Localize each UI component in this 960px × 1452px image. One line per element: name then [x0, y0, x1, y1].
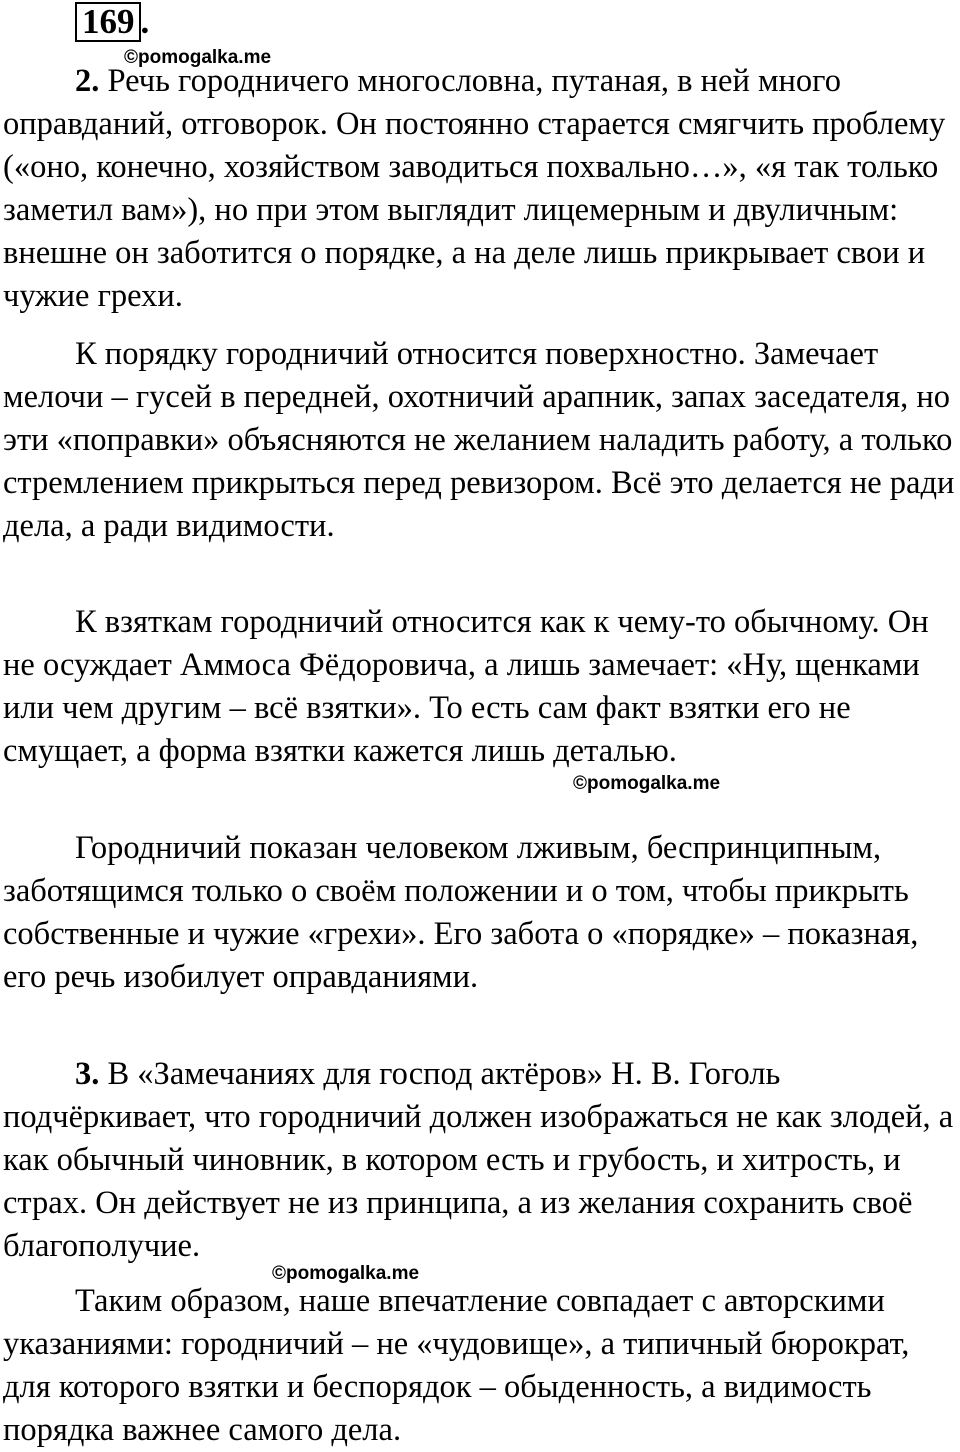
watermark-top: ©pomogalka.me — [124, 47, 272, 68]
answer-3-text: В «Замечаниях для господ актёров» Н. В. Гоголь подчёркивает, что городничий должен изображаться не как злодей, а как обычный чиновник, в котором есть и грубость, и хитрость, и страх. Он действует не из принципа, а из желания сохранить своё благополучие. — [3, 1056, 954, 1264]
paragraph-order — [3, 333, 958, 548]
paragraph-character-text: Городничий показан человеком лживым, беспринципным, заботящимся только о своём положении и о том, чтобы прикрыть собственные и чужие «грехи». Его забота о «порядке» – показная, его речь изобилует оправданиями. — [3, 830, 919, 995]
exercise-number — [75, 2, 149, 42]
exercise-number-box: 169 — [75, 2, 141, 42]
answer-3-label: 3. — [75, 1056, 100, 1092]
paragraph-character — [3, 827, 958, 999]
watermark-middle: ©pomogalka.me — [573, 773, 721, 794]
paragraph-bribes — [3, 601, 958, 773]
paragraph-conclusion — [3, 1280, 958, 1452]
paragraph-bribes-text: К взяткам городничий относится как к чему-то обычному. Он не осуждает Аммоса Фёдоровича, а лишь замечает: «Ну, щенками или чем другим – всё взятки». То есть сам факт взятки его не смущает, а форма взятки кажется лишь деталью. — [3, 604, 929, 769]
answer-2-label: 2. — [75, 63, 100, 99]
paragraph-conclusion-text: Таким образом, наше впечатление совпадает с авторскими указаниями: городничий – не «чудовище», а типичный бюрократ, для которого взятки и беспорядок – обыденность, а видимость порядка важнее самого дела. — [3, 1283, 910, 1448]
watermark-bottom: ©pomogalka.me — [272, 1263, 420, 1284]
exercise-number-dot: . — [140, 2, 150, 41]
paragraph-answer-2 — [3, 60, 958, 318]
paragraph-answer-3 — [3, 1053, 958, 1268]
answer-2-text: Речь городничего многословна, путаная, в ней много оправданий, отговорок. Он постоянно старается смягчить проблему («оно, конечно, хозяйством заводиться похвально…», «я так только заметил вам»), но при этом выглядит лицемерным и двуличным: внешне он заботится о порядке, а на деле лишь прикрывает свои и чужие грехи. — [3, 63, 946, 314]
paragraph-order-text: К порядку городничий относится поверхностно. Замечает мелочи – гусей в передней, охотничий арапник, запах заседателя, но эти «поправки» объясняются не желанием наладить работу, а только стремлением прикрыться перед ревизором. Всё это делается не ради дела, а ради видимости. — [3, 336, 955, 544]
